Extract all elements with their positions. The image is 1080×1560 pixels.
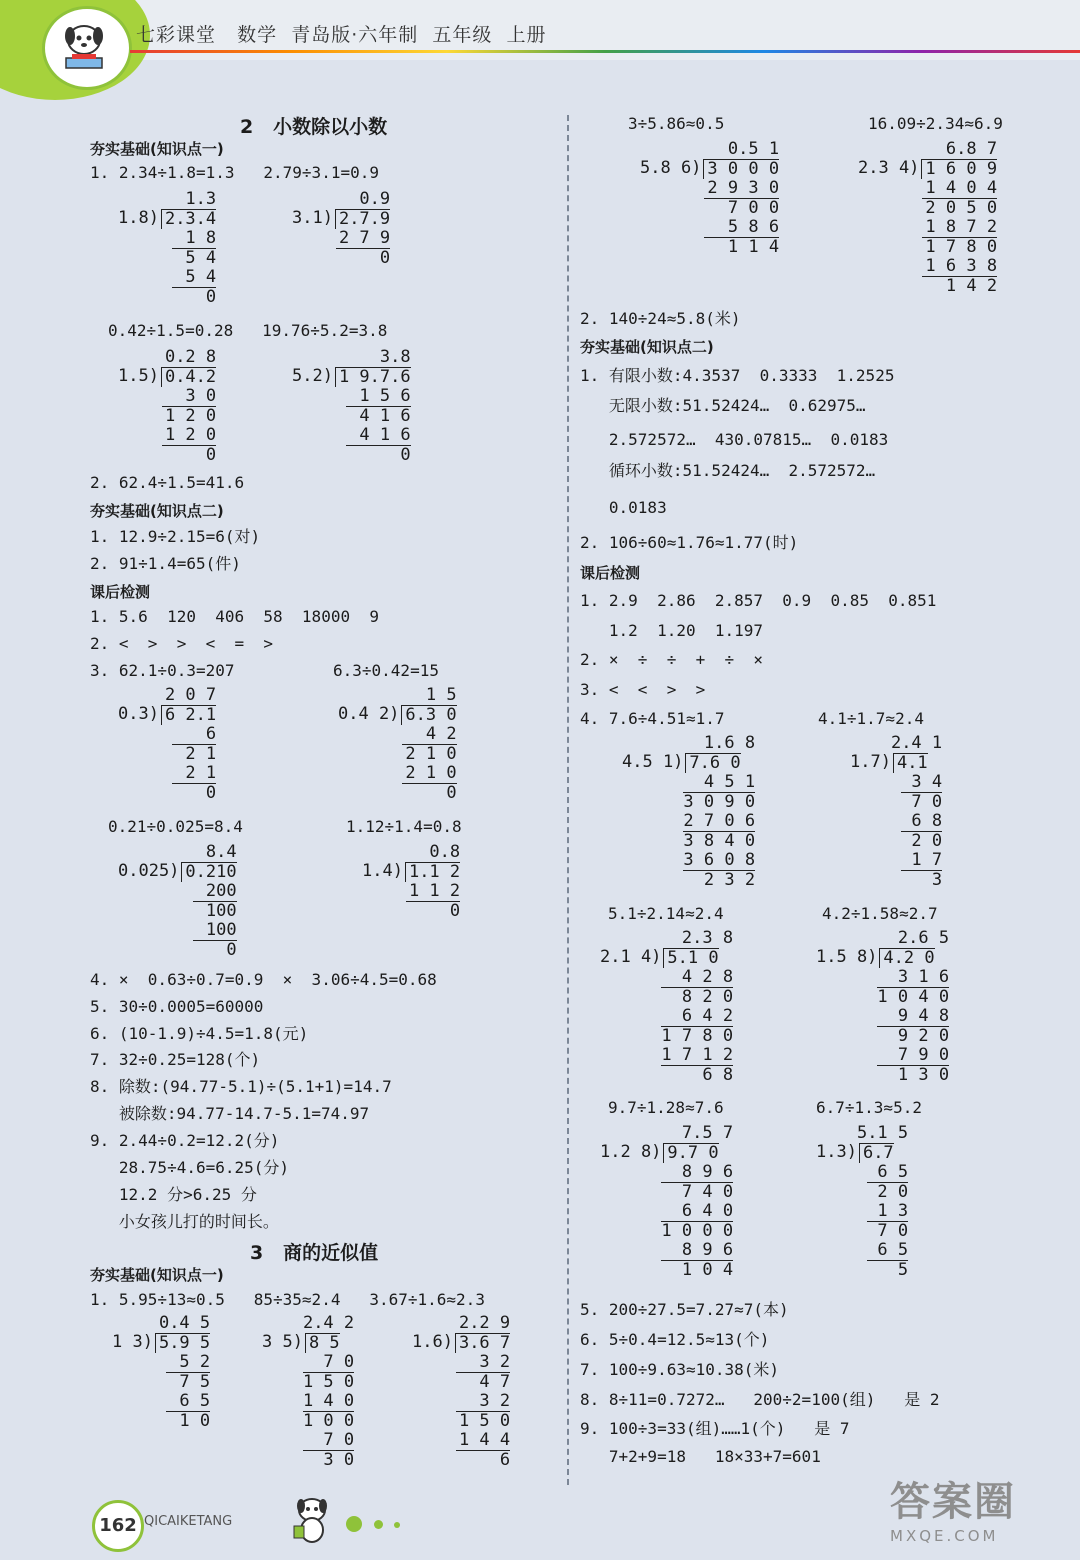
answer-line: 1. 2.34÷1.8=1.3 2.79÷3.1=0.9 — [90, 163, 379, 182]
division-step: 6 8 — [702, 1065, 734, 1085]
division-quotient: 1.3 — [185, 189, 217, 209]
division-step: 1 3 — [867, 1202, 908, 1222]
division-quotient: 0.4 5 — [158, 1313, 211, 1333]
division-dividend: 0.4.2 — [161, 367, 216, 387]
division-step: 2 1 0 — [402, 764, 456, 784]
heading-kp1-sec3: 夯实基础(知识点一) — [90, 1266, 224, 1284]
division-step: 6 4 2 — [661, 1007, 733, 1027]
division-divisor: 2.3 4) — [858, 158, 920, 178]
division-quotient: 0.5 1 — [727, 139, 780, 159]
division-step: 2 0 — [911, 831, 943, 851]
division-step: 3 0 9 0 — [683, 792, 756, 812]
answer-line: 被除数:94.77-14.7-5.1=74.97 — [90, 1104, 370, 1123]
answer-line: 4.1÷1.7≈2.4 — [818, 709, 924, 728]
division-step: 4 1 6 — [346, 426, 410, 446]
answer-line: 2. × ÷ ÷ + ÷ × — [580, 650, 764, 669]
division-step: 5 8 6 — [704, 218, 779, 238]
division-quotient: 2.4 1 — [890, 733, 943, 753]
division-step: 0 — [205, 287, 217, 307]
division-quotient: 1 5 — [425, 685, 457, 705]
division-step: 1 5 0 — [302, 1372, 355, 1392]
division-quotient: 2.2 9 — [458, 1313, 511, 1333]
division-divisor: 1.5) — [118, 366, 159, 386]
division-quotient: 8.4 — [205, 842, 237, 862]
answer-line: 1. 有限小数:4.3537 0.3333 1.2525 — [580, 366, 895, 385]
division-quotient: 5.1 5 — [856, 1123, 909, 1143]
division-step: 5 4 — [172, 268, 216, 288]
answer-line: 4.2÷1.58≈2.7 — [822, 904, 938, 923]
division-step: 1 5 6 — [346, 387, 410, 407]
division-step: 1 1 4 — [727, 237, 780, 257]
division-quotient: 2.3 8 — [681, 928, 734, 948]
division-step: 1 4 4 — [456, 1431, 510, 1451]
answer-line: 8. 除数:(94.77-5.1)÷(5.1+1)=14.7 — [90, 1077, 392, 1096]
division-dividend: 2.3.4 — [161, 209, 216, 229]
division-step: 1 0 0 0 — [661, 1221, 734, 1241]
answer-line: 2.572572… 430.07815… 0.0183 — [580, 430, 889, 449]
division-divisor: 0.025) — [118, 861, 180, 881]
division-quotient: 3.8 — [379, 347, 411, 367]
answer-line: 9. 2.44÷0.2=12.2(分) — [90, 1131, 280, 1150]
division-step: 6 8 — [901, 812, 942, 832]
answer-line: 5.1÷2.14≈2.4 — [608, 904, 724, 923]
long-division — [600, 929, 733, 1085]
division-quotient: 1.6 8 — [703, 733, 756, 753]
footer-dot-icon — [394, 1522, 400, 1528]
division-divisor: 1.3) — [816, 1142, 857, 1162]
division-dividend: 2.7.9 — [335, 209, 390, 229]
division-dividend: 4.1 — [893, 753, 928, 773]
heading-after-class-sec3: 课后检测 — [580, 564, 641, 582]
answer-line: 3. 62.1÷0.3=207 — [90, 661, 235, 680]
division-quotient: 2 0 7 — [164, 685, 217, 705]
division-step: 2 1 — [185, 744, 217, 764]
division-step: 6 5 — [867, 1163, 908, 1183]
long-division — [622, 734, 755, 890]
division-divisor: 1.2 8) — [600, 1142, 662, 1162]
answer-line: 1. 5.6 120 406 58 18000 9 — [90, 607, 379, 626]
division-step: 4 7 — [479, 1372, 511, 1392]
division-step: 6 5 — [166, 1392, 210, 1412]
section-title-3: 3 商的近似值 — [250, 1242, 379, 1264]
answer-line: 5. 30÷0.0005=60000 — [90, 997, 264, 1016]
answer-line: 8. 8÷11=0.7272… 200÷2=100(组) 是 2 — [580, 1390, 940, 1409]
answer-line: 2. < > > < = > — [90, 634, 274, 653]
division-step: 0 — [400, 445, 411, 465]
dog-mascot-icon — [52, 14, 116, 74]
long-division — [118, 348, 216, 465]
division-step: 4 5 1 — [683, 773, 755, 793]
header-title: 七彩课堂 数学 青岛版·六年制 五年级 上册 — [136, 24, 547, 46]
footer-dot-icon — [346, 1516, 362, 1532]
division-step: 7 0 — [877, 1221, 909, 1241]
long-division — [118, 686, 216, 803]
division-step: 1 7 — [901, 851, 942, 871]
answer-line: 小女孩儿打的时间长。 — [90, 1212, 279, 1231]
long-division — [338, 686, 457, 803]
answer-line: 2. 140÷24≈5.8(米) — [580, 309, 741, 328]
division-quotient: 0.9 — [359, 189, 391, 209]
division-dividend: 0.210 — [181, 862, 236, 882]
division-dividend: 9.7 0 — [663, 1143, 718, 1163]
heading-kp1: 夯实基础(知识点一) — [90, 140, 224, 158]
footer-brand: QICAIKETANG — [144, 1514, 233, 1529]
division-dividend: 5.9 5 — [155, 1333, 210, 1353]
footer-dog-icon — [282, 1488, 342, 1548]
division-divisor: 1.7) — [850, 752, 891, 772]
heading-kp2-sec3: 夯实基础(知识点二) — [580, 338, 714, 356]
answer-line: 0.21÷0.025=8.4 — [108, 817, 243, 836]
answer-line: 1. 2.9 2.86 2.857 0.9 0.85 0.851 — [580, 591, 937, 610]
division-dividend: 1 9.7.6 — [335, 367, 411, 387]
watermark-text: 答案圈 — [890, 1479, 1016, 1525]
division-dividend: 3.6 7 — [455, 1333, 510, 1353]
answer-line: 2. 106÷60≈1.76≈1.77(时) — [580, 533, 799, 552]
division-step: 1 6 3 8 — [922, 257, 997, 277]
answer-line: 9. 100÷3=33(组)……1(个) 是 7 — [580, 1419, 850, 1438]
long-division — [412, 1314, 510, 1470]
division-step: 2 7 9 — [336, 229, 390, 249]
division-step: 4 2 — [402, 725, 456, 745]
division-quotient: 6.8 7 — [945, 139, 998, 159]
page-number: 162 — [92, 1500, 144, 1552]
answer-line: 无限小数:51.52424… 0.62975… — [580, 396, 866, 415]
division-step: 1 7 8 0 — [925, 237, 998, 257]
division-step: 3 8 4 0 — [683, 831, 756, 851]
division-step: 1 4 0 4 — [922, 179, 997, 199]
division-divisor: 1.8) — [118, 208, 159, 228]
division-dividend: 6 2.1 — [161, 705, 216, 725]
division-dividend: 8 5 — [305, 1333, 340, 1353]
answer-line: 6.3÷0.42=15 — [333, 661, 439, 680]
answer-line: 1.2 1.20 1.197 — [580, 621, 764, 640]
division-divisor: 5.8 6) — [640, 158, 702, 178]
long-division — [292, 348, 411, 465]
heading-after-class: 课后检测 — [90, 583, 151, 601]
division-dividend: 3 0 0 0 — [703, 159, 779, 179]
division-step: 1 0 4 0 — [877, 987, 950, 1007]
long-division — [816, 929, 949, 1085]
answer-line: 0.42÷1.5=0.28 19.76÷5.2=3.8 — [108, 321, 388, 340]
division-divisor: 3.1) — [292, 208, 333, 228]
answer-line: 7. 100÷9.63≈10.38(米) — [580, 1360, 780, 1379]
watermark-url: MXQE.COM — [890, 1527, 999, 1545]
long-division — [362, 843, 460, 921]
answer-line: 0.0183 — [580, 498, 667, 517]
division-dividend: 1.1 2 — [405, 862, 460, 882]
answer-line: 4. × 0.63÷0.7=0.9 × 3.06÷4.5=0.68 — [90, 970, 437, 989]
answer-line: 9.7÷1.28≈7.6 — [608, 1098, 724, 1117]
division-step: 7 0 — [303, 1431, 354, 1451]
division-step: 3 0 — [323, 1450, 355, 1470]
division-step: 2 3 2 — [703, 870, 756, 890]
answer-line: 1.12÷1.4=0.8 — [346, 817, 462, 836]
division-step: 200 — [193, 882, 237, 902]
answer-line: 2. 62.4÷1.5=41.6 — [90, 473, 245, 492]
division-step: 1 8 7 2 — [922, 218, 997, 238]
division-step: 6 — [499, 1450, 511, 1470]
answer-line: 28.75÷4.6=6.25(分) — [90, 1158, 290, 1177]
division-step: 9 2 0 — [897, 1026, 950, 1046]
division-quotient: 2.4 2 — [302, 1313, 355, 1333]
long-division — [816, 1124, 908, 1280]
division-step: 100 — [205, 901, 237, 921]
division-step: 1 0 — [179, 1411, 211, 1431]
division-step: 3 4 — [901, 773, 942, 793]
division-step: 1 2 0 — [164, 406, 217, 426]
division-step: 2 7 0 6 — [683, 811, 756, 831]
division-step: 5 — [897, 1260, 909, 1280]
answer-line: 12.2 分>6.25 分 — [90, 1185, 257, 1204]
long-division — [292, 190, 390, 268]
division-step: 1 2 0 — [162, 426, 216, 446]
division-step: 0 — [379, 248, 391, 268]
division-dividend: 1 6 0 9 — [921, 159, 997, 179]
division-divisor: 1.4) — [362, 861, 403, 881]
division-step: 2 1 — [172, 764, 216, 784]
division-step: 1 4 0 — [302, 1391, 355, 1411]
division-step: 7 5 — [179, 1372, 211, 1392]
division-step: 3 2 — [456, 1353, 510, 1373]
division-step: 3 — [931, 870, 943, 890]
division-step: 3 0 — [162, 387, 216, 407]
long-division — [858, 140, 997, 296]
division-step: 5 2 — [166, 1353, 210, 1373]
division-step: 7 9 0 — [877, 1046, 949, 1066]
long-division — [850, 734, 942, 890]
division-step: 0 — [205, 783, 217, 803]
division-step: 6 4 0 — [661, 1202, 733, 1222]
division-divisor: 0.3) — [118, 704, 159, 724]
division-step: 2 0 5 0 — [925, 198, 998, 218]
division-step: 0 — [205, 445, 217, 465]
division-step: 4 2 8 — [661, 968, 733, 988]
division-divisor: 1 3) — [112, 1332, 153, 1352]
division-divisor: 2.1 4) — [600, 947, 662, 967]
division-step: 2 0 — [877, 1182, 909, 1202]
division-step: 6 — [172, 725, 216, 745]
division-divisor: 3 5) — [262, 1332, 303, 1352]
answer-line: 7+2+9=18 18×33+7=601 — [580, 1447, 821, 1466]
division-step: 6 5 — [867, 1241, 908, 1261]
division-step: 1 7 1 2 — [661, 1045, 734, 1065]
long-division — [600, 1124, 733, 1280]
division-dividend: 5.1 0 — [663, 948, 718, 968]
division-dividend: 7.6 0 — [685, 753, 740, 773]
division-step: 1 5 0 — [458, 1411, 511, 1431]
division-step: 0 — [226, 940, 237, 960]
division-quotient: 2.6 5 — [897, 928, 950, 948]
answer-line: 6.7÷1.3≈5.2 — [816, 1098, 922, 1117]
watermark — [890, 1470, 1016, 1545]
division-divisor: 4.5 1) — [622, 752, 684, 772]
answer-line: 1. 12.9÷2.15=6(对) — [90, 527, 261, 546]
answer-line: 5. 200÷27.5=7.27≈7(本) — [580, 1300, 789, 1319]
heading-kp2: 夯实基础(知识点二) — [90, 502, 224, 520]
answer-line: 6. (10-1.9)÷4.5=1.8(元) — [90, 1024, 309, 1043]
answer-line: 7. 32÷0.25=128(个) — [90, 1050, 261, 1069]
division-step: 7 4 0 — [681, 1182, 734, 1202]
long-division — [118, 843, 237, 960]
section-title-2: 2 小数除以小数 — [240, 116, 388, 138]
division-step: 5 4 — [185, 248, 217, 268]
division-step: 1 7 8 0 — [661, 1026, 734, 1046]
division-step: 9 4 8 — [877, 1007, 949, 1027]
answer-line: 1. 5.95÷13≈0.5 85÷35≈2.4 3.67÷1.6≈2.3 — [90, 1290, 485, 1309]
division-divisor: 0.4 2) — [338, 704, 400, 724]
division-step: 3 2 — [456, 1392, 510, 1412]
division-dividend: 6.3 0 — [401, 705, 456, 725]
division-step: 1 4 2 — [945, 276, 998, 296]
division-step: 7 0 — [911, 792, 943, 812]
division-step: 1 1 2 — [406, 882, 460, 902]
division-divisor: 5.2) — [292, 366, 333, 386]
division-step: 8 2 0 — [681, 987, 734, 1007]
division-dividend: 6.7 — [859, 1143, 894, 1163]
division-step: 7 0 — [303, 1353, 354, 1373]
division-step: 7 0 0 — [727, 198, 780, 218]
division-step: 0 — [446, 783, 457, 803]
footer-dot-icon — [374, 1520, 383, 1529]
long-division — [640, 140, 779, 257]
answer-line: 6. 5÷0.4=12.5≈13(个) — [580, 1330, 770, 1349]
long-division — [112, 1314, 210, 1431]
division-step: 1 0 0 — [302, 1411, 355, 1431]
division-dividend: 4.2 0 — [879, 948, 934, 968]
answer-line: 4. 7.6÷4.51≈1.7 — [580, 709, 725, 728]
division-divisor: 1.5 8) — [816, 947, 878, 967]
answer-line: 16.09÷2.34≈6.9 — [868, 114, 1003, 133]
division-step: 1 3 0 — [897, 1065, 950, 1085]
long-division — [118, 190, 216, 307]
division-step: 3 1 6 — [877, 968, 949, 988]
answer-line: 循环小数:51.52424… 2.572572… — [580, 461, 876, 480]
division-step: 0 — [449, 901, 461, 921]
division-step: 3 6 0 8 — [683, 850, 756, 870]
division-step: 1 0 4 — [681, 1260, 734, 1280]
division-step: 8 9 6 — [661, 1241, 733, 1261]
division-divisor: 1.6) — [412, 1332, 453, 1352]
column-divider — [567, 115, 569, 1485]
division-quotient: 0.8 — [429, 842, 461, 862]
division-step: 1 8 — [172, 229, 216, 249]
header-rainbow-rule — [130, 50, 1080, 53]
division-step: 2 1 0 — [405, 744, 457, 764]
answer-line: 2. 91÷1.4=65(件) — [90, 554, 241, 573]
answer-line: 3. < < > > — [580, 680, 706, 699]
division-step: 4 1 6 — [359, 406, 411, 426]
answer-line: 3÷5.86≈0.5 — [628, 114, 725, 133]
division-step: 8 9 6 — [661, 1163, 733, 1183]
division-quotient: 0.2 8 — [164, 347, 217, 367]
division-step: 2 9 3 0 — [704, 179, 779, 199]
division-step: 100 — [193, 921, 237, 941]
division-quotient: 7.5 7 — [681, 1123, 734, 1143]
long-division — [262, 1314, 354, 1470]
